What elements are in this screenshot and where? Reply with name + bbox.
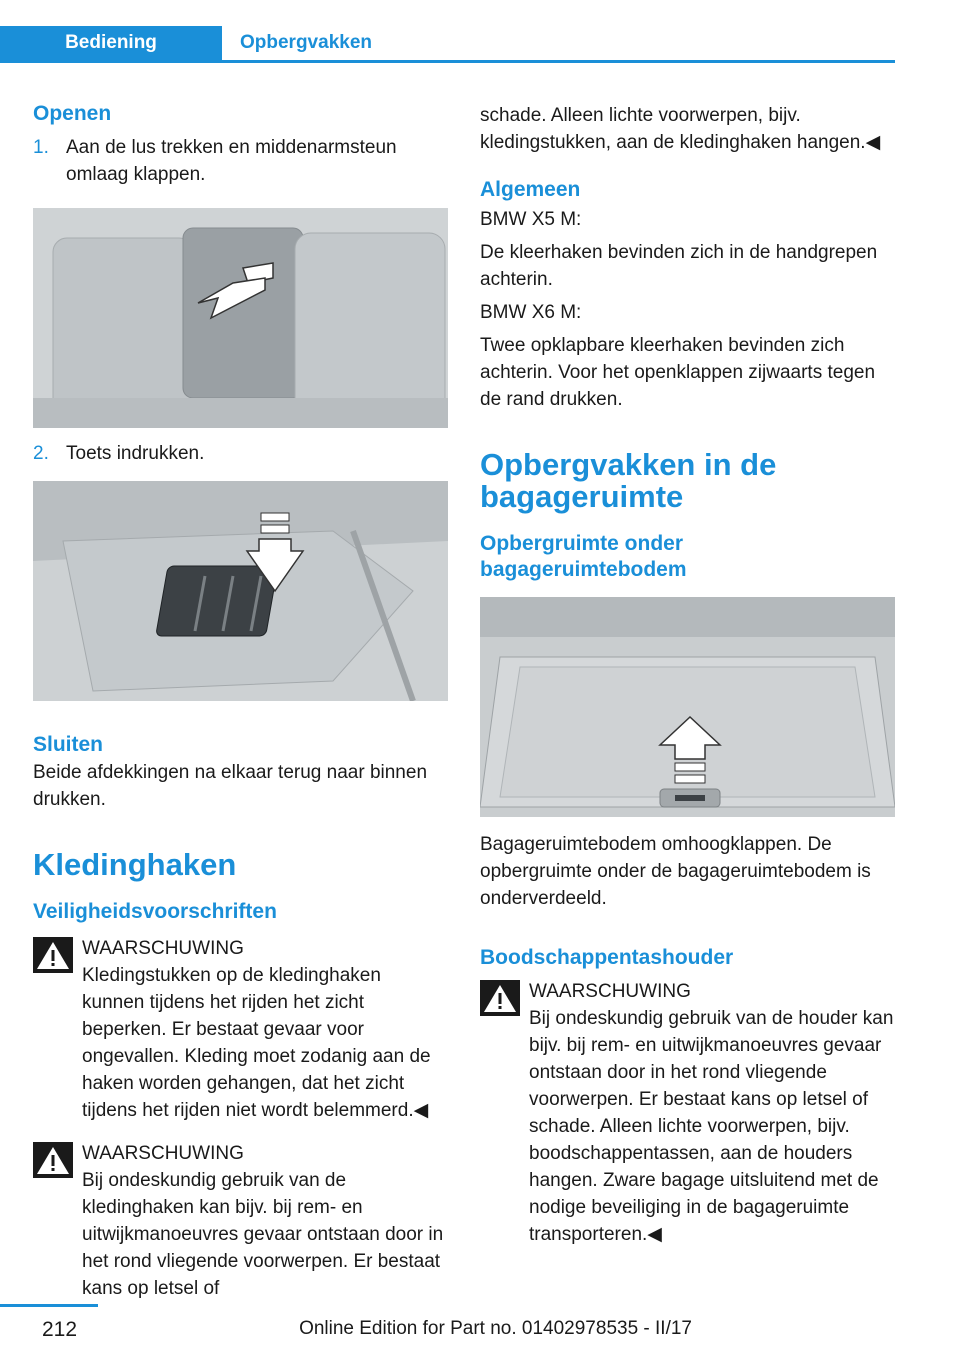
warning-triangle-icon <box>33 937 73 973</box>
figure-rear-seat-armrest <box>33 208 448 428</box>
step-1 <box>33 134 448 188</box>
warning-2-text <box>82 1167 448 1302</box>
heading-boodschappentashouder: Boodschappentashouder <box>480 946 734 969</box>
warning-2-label: WAARSCHUWING <box>82 1143 244 1164</box>
warning-2-body: Bij ondeskundig gebruik van de kledinghaken kan bijv. bij rem- en uitwijkmanoeuvres gevaar ontstaan door in het rond vliegende voorwerpen. Er bestaat kans op letsel of <box>82 1170 444 1299</box>
armrest-button-illustration <box>33 481 448 701</box>
step-2-text: Toets indrukken. <box>66 443 205 464</box>
right-column <box>480 100 895 1248</box>
heading-sluiten: Sluiten <box>33 733 104 756</box>
step-2-number: 2. <box>33 443 49 464</box>
x6-label: BMW X6 M: <box>480 302 582 323</box>
sluiten-text: Beide afdekkingen na elkaar terug naar binnen drukken. <box>33 762 428 810</box>
warning-1-text <box>82 962 448 1124</box>
warning-3-body: Bij ondeskundig gebruik van de houder kan bijv. bij rem- en uitwijkmanoeuvres gevaar ontstaan door in het rond vliegende voorwerpen. Er bestaat kans op letsel of schade. Alleen lichte voorwerpen, bijv. boodschappentassen, aan de houders hangen. Zware bagage uitsluitend met de nodige beveiliging in de bagageruimte transporteren.◀ <box>529 1008 894 1245</box>
warning-3-label: WAARSCHUWING <box>529 981 691 1002</box>
opbergruimte-text: Bagageruimtebodem omhoogklappen. De opbergruimte onder de bagageruimtebodem is onderverdeeld. <box>480 834 871 909</box>
warning-triangle-icon <box>33 1142 73 1178</box>
figure-armrest-button <box>33 481 448 701</box>
heading-openen: Openen <box>33 102 112 125</box>
heading-veiligheidsvoorschriften: Veiligheidsvoorschriften <box>33 900 277 923</box>
figure-luggage-floor <box>480 597 895 817</box>
heading-algemeen: Algemeen <box>480 178 581 201</box>
warning-1-body: Kledingstukken op de kledinghaken kunnen tijdens het rijden het zicht beperken. Er bestaat gevaar voor ongevallen. Kleding moet zodanig aan de haken worden gehangen, dat het zicht tijdens het rijden niet wordt belemmerd.◀ <box>82 965 431 1121</box>
heading-opbergruimte: Opbergruimte onder bagageruimtebodem <box>480 532 687 581</box>
page-number: 212 <box>42 1318 78 1341</box>
x5-text: De kleerhaken bevinden zich in de handgrepen achterin. <box>480 242 878 290</box>
x6-text: Twee opklapbare kleerhaken bevinden zich achterin. Voor het openklappen zijwaarts tegen de rand drukken. <box>480 335 876 410</box>
x5-label: BMW X5 M: <box>480 209 582 230</box>
header-divider <box>0 60 895 63</box>
warning-3-text <box>529 1005 895 1248</box>
step-1-text: Aan de lus trekken en middenarmsteun omlaag klappen. <box>66 137 397 185</box>
warning-block-3 <box>480 978 895 1248</box>
heading-kledinghaken: Kledinghaken <box>33 847 237 882</box>
tab-bediening[interactable]: Bediening <box>0 26 222 60</box>
step-2 <box>33 440 448 467</box>
tab-opbergvakken[interactable]: Opbergvakken <box>222 26 400 60</box>
continued-warning-text: schade. Alleen lichte voorwerpen, bijv. kledingstukken, aan de kledinghaken hangen.◀ <box>480 105 881 153</box>
warning-block-2 <box>33 1140 448 1302</box>
left-column <box>33 100 448 1302</box>
step-1-number: 1. <box>33 137 49 158</box>
footer-divider <box>0 1304 98 1307</box>
warning-triangle-icon <box>480 980 520 1016</box>
heading-opbergvakken-bagageruimte: Opbergvakken in de bagageruimte <box>480 447 777 514</box>
rear-seat-illustration <box>33 208 448 428</box>
warning-block-1 <box>33 935 448 1124</box>
edition-text: Online Edition for Part no. 01402978535 - II/17 <box>299 1318 692 1339</box>
warning-1-label: WAARSCHUWING <box>82 938 244 959</box>
luggage-floor-illustration <box>480 597 895 817</box>
header-bar <box>0 0 895 62</box>
